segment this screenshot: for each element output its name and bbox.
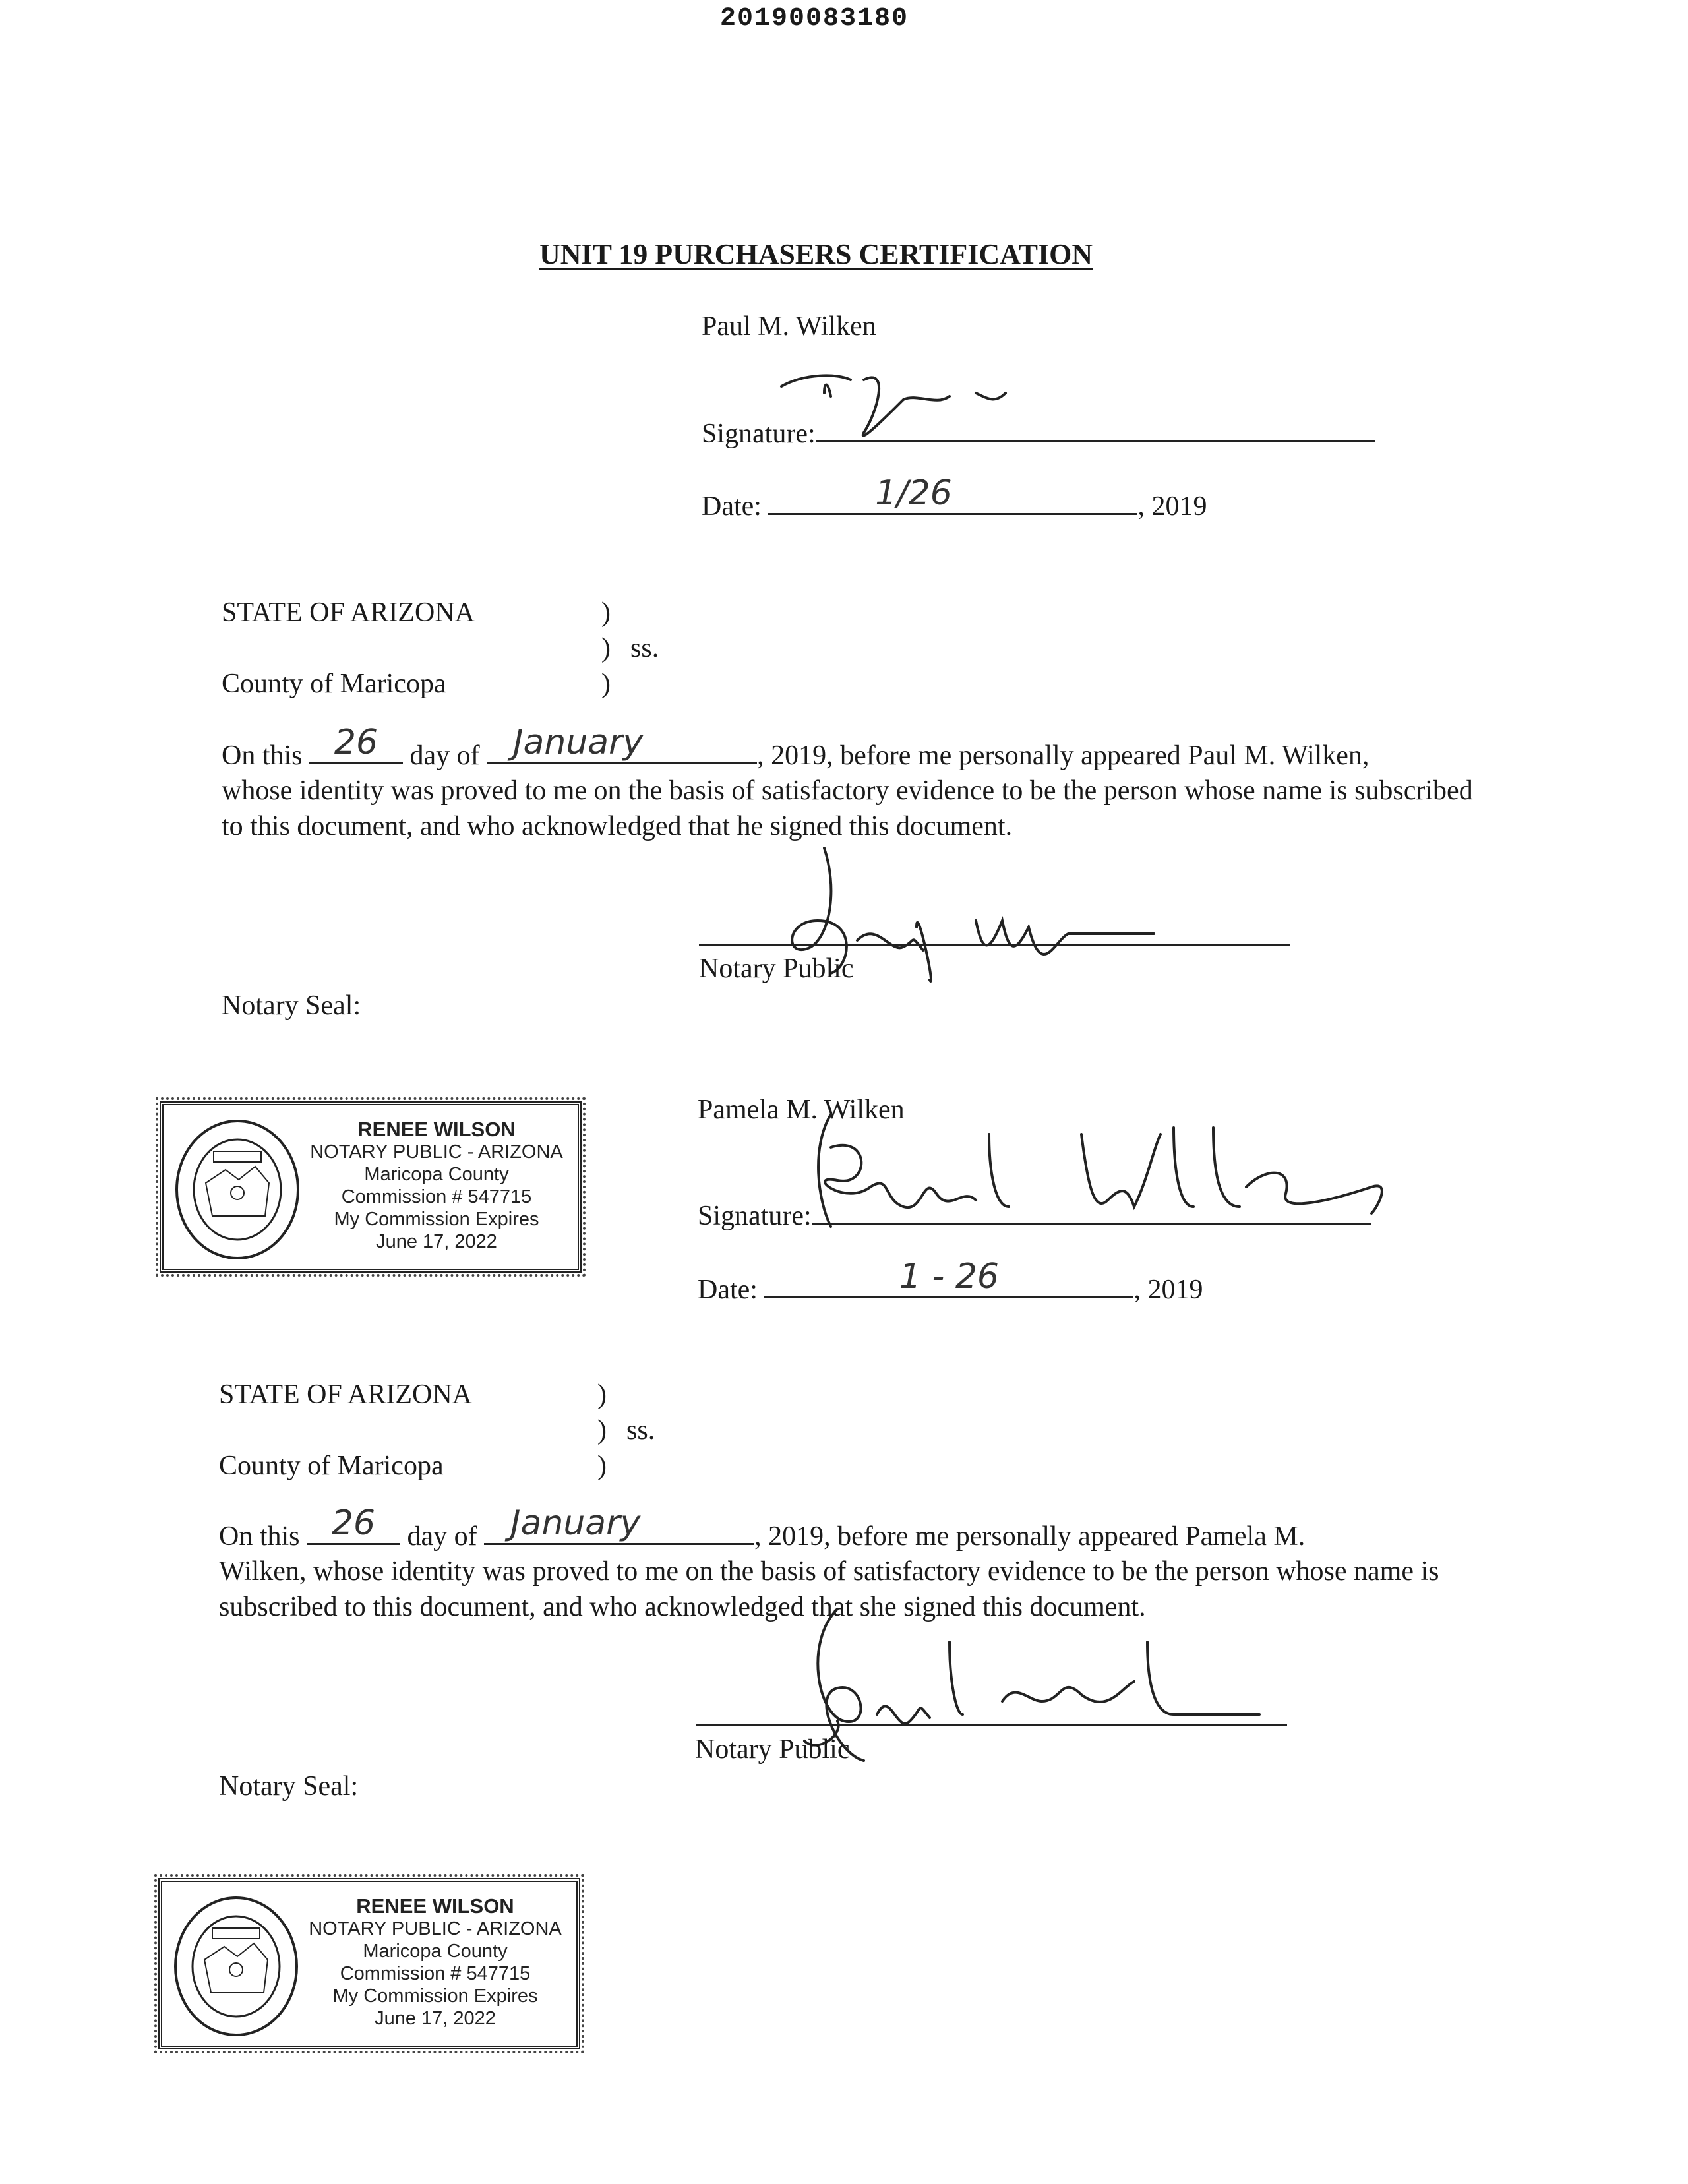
day-line [309, 723, 403, 764]
ack-2-ss: ss. [626, 1415, 655, 1445]
date-value: 1/26 [875, 473, 952, 513]
month-line [484, 1503, 754, 1545]
day-line [307, 1503, 400, 1545]
date-year: , 2019 [1133, 1275, 1203, 1305]
ack-1-body: whose identity was proved to me on the basis of satisfactory evidence to be the person whose name is subscribed to this document, and who acknowledged that he signed this document. [222, 775, 1473, 841]
date-line [768, 473, 1137, 515]
ack-1-state: STATE OF ARIZONA [222, 597, 475, 628]
date-year: , 2019 [1137, 491, 1207, 522]
state-seal-icon [171, 1894, 301, 2039]
ack-2-county: County of Maricopa [219, 1451, 444, 1481]
notary-seal-2 [158, 1878, 580, 2049]
notary-2-signature-icon [778, 1602, 1279, 1787]
date-line [764, 1257, 1133, 1298]
seal-notary-title: NOTARY PUBLIC - ARIZONA [309, 1918, 562, 1939]
paren: ) [597, 1415, 607, 1445]
signer-2-name: Pamela M. Wilken [698, 1095, 905, 1125]
seal-commission: Commission # 547715 [340, 1963, 531, 1984]
signer-2-date-row [698, 1257, 1203, 1305]
seal-county: Maricopa County [363, 1941, 508, 1962]
seal-expires-date: June 17, 2022 [376, 1231, 497, 1252]
ack-1-rest: , 2019, before me personally appeared Paul M. Wilken, [757, 741, 1370, 771]
signature-label: Signature: [702, 419, 816, 449]
date-label: Date: [702, 491, 762, 522]
ack-1-seal-label: Notary Seal: [222, 990, 361, 1021]
ack-1-county: County of Maricopa [222, 669, 446, 699]
seal-commission: Commission # 547715 [341, 1186, 532, 1207]
date-value: 1 - 26 [899, 1257, 999, 1296]
ack-1-notary-label: Notary Public [699, 954, 854, 984]
on-this-label: On this [222, 741, 303, 771]
seal-text-block [301, 1895, 570, 2030]
seal-text-block [302, 1118, 571, 1253]
paren: ) [601, 669, 611, 699]
paren: ) [601, 633, 611, 663]
month-value: January [513, 723, 644, 762]
ack-2-rest: , 2019, before me personally appeared Pamela M. [754, 1521, 1306, 1552]
month-value: January [510, 1503, 641, 1543]
signer-1-name: Paul M. Wilken [702, 311, 876, 342]
ack-2-line1 [219, 1503, 1306, 1552]
day-of-label: day of [407, 1521, 477, 1552]
day-of-label: day of [409, 741, 480, 771]
seal-expires-label: My Commission Expires [332, 1986, 538, 2007]
ack-2-body: Wilken, whose identity was proved to me on the basis of satisfactory evidence to be the person whose name is subscribed to this document, and who acknowledged that she signed this document. [219, 1556, 1439, 1622]
seal-notary-name: RENEE WILSON [357, 1118, 516, 1141]
paren: ) [597, 1380, 607, 1410]
signature-label: Signature: [698, 1201, 812, 1231]
seal-expires-label: My Commission Expires [334, 1209, 539, 1230]
signer-2-signature-icon [738, 1108, 1398, 1240]
signer-1-date-row [702, 473, 1207, 522]
month-line [487, 723, 757, 764]
paren: ) [597, 1451, 607, 1481]
seal-county: Maricopa County [364, 1164, 509, 1185]
day-value: 26 [334, 723, 378, 762]
ack-2-notary-label: Notary Public [695, 1734, 850, 1765]
ack-1-line1 [222, 723, 1370, 771]
signer-1-signature-icon [778, 367, 1055, 459]
ack-2-seal-label: Notary Seal: [219, 1771, 359, 1802]
seal-expires-date: June 17, 2022 [375, 2008, 496, 2029]
ack-2-state: STATE OF ARIZONA [219, 1380, 472, 1410]
document-number: 20190083180 [720, 4, 909, 34]
on-this-label: On this [219, 1521, 300, 1552]
document-title: UNIT 19 PURCHASERS CERTIFICATION [539, 238, 1093, 270]
seal-notary-name: RENEE WILSON [356, 1895, 514, 1918]
seal-notary-title: NOTARY PUBLIC - ARIZONA [310, 1141, 563, 1163]
state-seal-icon [173, 1117, 302, 1262]
paren: ) [601, 597, 611, 628]
notary-seal-1 [160, 1101, 582, 1273]
date-label: Date: [698, 1275, 758, 1305]
day-value: 26 [331, 1503, 376, 1543]
ack-1-ss: ss. [630, 633, 659, 663]
